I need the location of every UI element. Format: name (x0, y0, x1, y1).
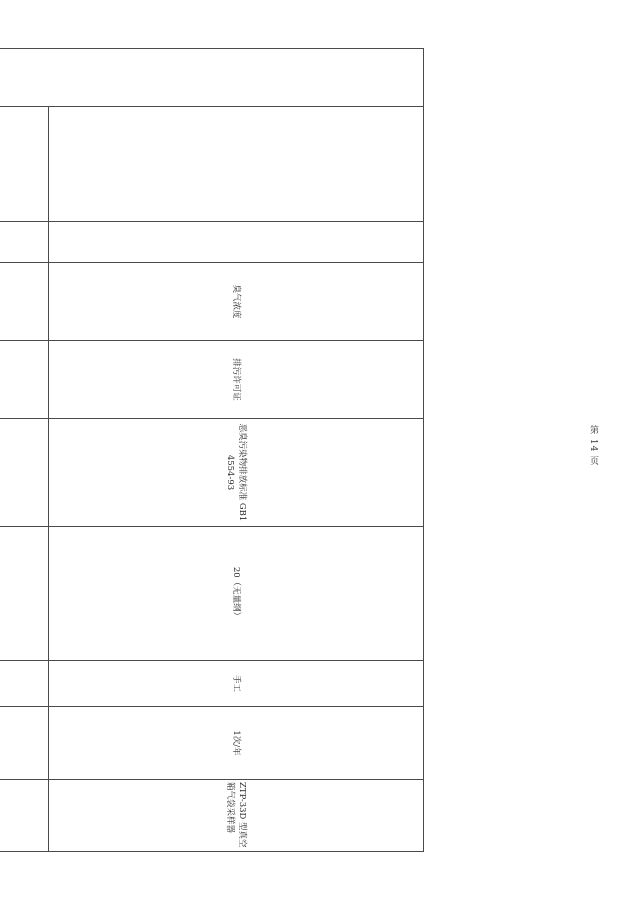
location-cell (0, 107, 49, 222)
monitoring-table-rotated (79, 48, 424, 851)
basis-cell (0, 341, 49, 419)
basis-cell: 排污许可证 (49, 341, 424, 419)
pollutant-cell: 臭气浓度 (49, 263, 424, 341)
instrument-cell (0, 780, 49, 852)
method-cell: 手工 (49, 661, 424, 707)
standard-cell: 恶臭污染物排放标准 GB14554-93 (49, 419, 424, 527)
method-cell (0, 661, 49, 707)
pollutant-cell (0, 263, 49, 341)
frequency-cell (0, 707, 49, 780)
instrument-cell: ZTP-33D 型真空箱气袋采样器 (49, 780, 424, 852)
limit-cell: 20（无量纲） (49, 527, 424, 661)
position-cell (49, 222, 424, 263)
monitoring-table (0, 48, 424, 852)
limit-cell (0, 527, 49, 661)
frequency-cell: 1次/年 (49, 707, 424, 780)
table-row (49, 49, 424, 852)
blank-cell (0, 49, 424, 107)
position-cell (0, 222, 49, 263)
table-row (0, 49, 49, 852)
standard-cell (0, 419, 49, 527)
location-cell (49, 107, 424, 222)
page-number: 第 14 页 (588, 425, 598, 467)
